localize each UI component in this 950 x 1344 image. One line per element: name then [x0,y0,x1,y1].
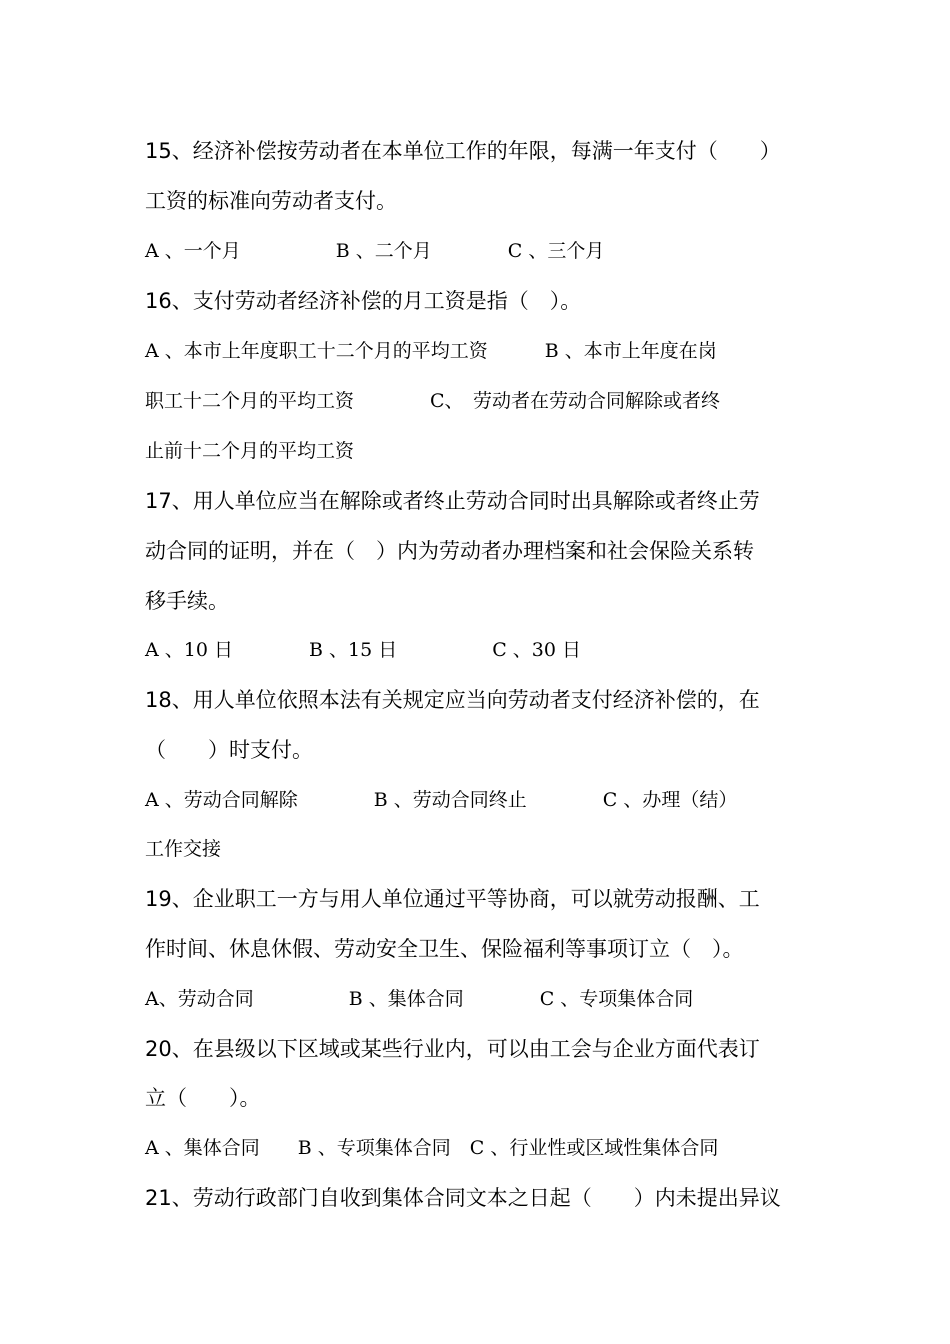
question-19-options: A、劳动合同 B 、集体合同 C 、专项集体合同 [145,988,694,1010]
question-20-line-1: 20、在县级以下区域或某些行业内，可以由工会与企业方面代表订 [145,1037,760,1061]
question-16-options-line-3: 止前十二个月的平均工资 [145,440,355,462]
question-15-line-2: 工资的标准向劳动者支付。 [145,189,397,213]
question-15-options: A 、一个月 B 、二个月 C 、三个月 [145,240,605,262]
question-17-line-3: 移手续。 [145,589,229,613]
question-16-options-line-2: 职工十二个月的平均工资 C、 劳动者在劳动合同解除或者终 [145,390,721,412]
question-16-options-line-1: A 、本市上年度职工十二个月的平均工资 B 、本市上年度在岗 [145,340,717,362]
question-18-line-2: （ ）时支付。 [145,738,313,762]
question-16-line-1: 16、支付劳动者经济补偿的月工资是指（ ）。 [145,289,582,313]
question-19-line-1: 19、企业职工一方与用人单位通过平等协商，可以就劳动报酬、工 [145,887,760,911]
question-20-options: A 、集体合同 B 、专项集体合同 C 、行业性或区域性集体合同 [145,1137,719,1159]
question-17-line-2: 动合同的证明，并在（ ）内为劳动者办理档案和社会保险关系转 [145,539,754,563]
question-18-options-line-1: A 、劳动合同解除 B 、劳动合同终止 C 、办理（结） [145,789,738,811]
question-18-options-line-2: 工作交接 [145,838,222,860]
question-15-line-1: 15、经济补偿按劳动者在本单位工作的年限，每满一年支付（ ） [145,139,781,163]
question-17-options: A 、10 日 B 、15 日 C 、30 日 [145,639,581,661]
question-19-line-2: 作时间、休息休假、劳动安全卫生、保险福利等事项订立（ ）。 [145,937,744,961]
question-20-line-2: 立（ ）。 [145,1086,261,1110]
question-21-line-1: 21、劳动行政部门自收到集体合同文本之日起（ ）内未提出异议 [145,1186,781,1210]
question-18-line-1: 18、用人单位依照本法有关规定应当向劳动者支付经济补偿的，在 [145,688,760,712]
question-17-line-1: 17、用人单位应当在解除或者终止劳动合同时出具解除或者终止劳 [145,489,760,513]
